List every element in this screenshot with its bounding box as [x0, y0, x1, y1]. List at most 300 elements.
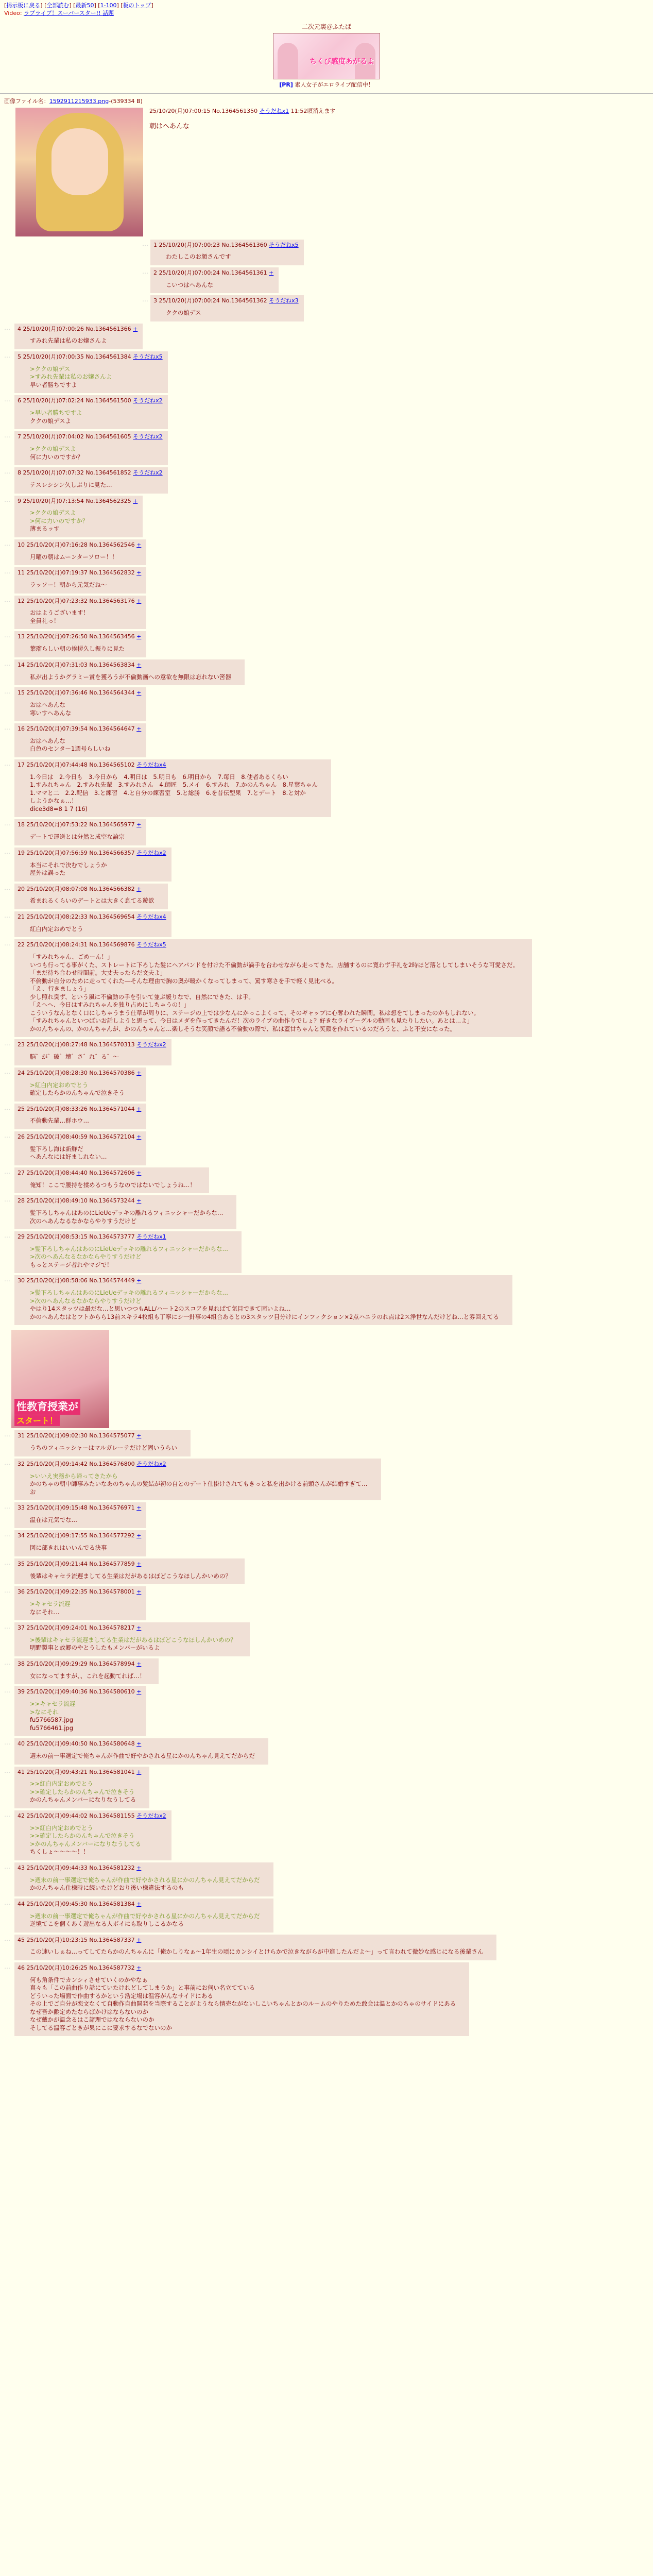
reply-quote: >>紅白内定おめでとう >>確定したらかのんちゃんで泣きそう >かのんちゃんメンバーになりなうしてる [30, 1824, 141, 1848]
sodane-button[interactable]: + [136, 821, 142, 828]
reply-body [30, 925, 158, 934]
reply-body [30, 1876, 260, 1892]
reply-item [0, 1899, 653, 1933]
image-reply-thumbnail[interactable] [11, 1330, 109, 1428]
reply-text: おはようございます！ 全員礼っ！ [30, 609, 89, 624]
video-link[interactable]: ラブライブ！スーパースター!! [24, 9, 103, 16]
reply-item [0, 659, 653, 685]
reply-box [14, 1039, 171, 1065]
reply-meta-text: 25/10/20(月)09:43:21 No.1364581041 [26, 1768, 135, 1775]
sodane-button[interactable]: + [136, 1964, 142, 1971]
reply-box [14, 723, 146, 757]
reply-indent: … [4, 688, 10, 696]
reply-meta [18, 1233, 236, 1241]
op-filename: 画像ファイル名：1592911215933.png-(539334 B) [4, 97, 143, 105]
reply-meta [18, 850, 166, 857]
reply-body [30, 1752, 255, 1760]
reply-meta-text: 25/10/20(月)07:00:24 No.1364561361 [159, 269, 267, 276]
reply-body [30, 481, 154, 489]
reply-number: 45 [18, 1936, 25, 1943]
sodane-button[interactable]: + [136, 885, 142, 892]
reply-item [142, 240, 649, 265]
reply-number: 26 [18, 1133, 25, 1140]
sodane-button[interactable]: そうだねx4 [136, 913, 166, 920]
reply-text: わたしこのお顔さんです [166, 253, 231, 261]
reply-body [30, 409, 154, 425]
sodane-button[interactable]: + [136, 1688, 142, 1696]
reply-number: 25 [18, 1105, 25, 1112]
reply-quote: >週末の前一事選定で俺ちゃんが作曲で好やかされる星にかのんちゃん見えてだからだ [30, 1912, 260, 1920]
reply-indent: … [4, 1810, 10, 1818]
reply-meta-text: 25/10/20(月)08:53:15 No.1364573777 [26, 1233, 135, 1241]
reply-body [30, 953, 519, 1033]
sodane-button[interactable]: + [136, 1740, 142, 1748]
sodane-button[interactable]: + [136, 1105, 142, 1112]
reply-number: 6 [18, 397, 21, 404]
reply-meta-text: 25/10/20(月)09:17:55 No.1364577292 [26, 1532, 135, 1539]
reply-indent: … [4, 1587, 10, 1595]
reply-number: 31 [18, 1432, 25, 1439]
reply-indent: … [4, 396, 10, 403]
reply-number: 15 [18, 689, 25, 697]
reply-text: おはへあんな 寒いすへあんな [30, 701, 72, 717]
topic-link[interactable]: 話題 [102, 9, 114, 16]
reply-box [14, 351, 168, 393]
sodane-button[interactable]: + [136, 1624, 142, 1632]
reply-indent: … [4, 1276, 10, 1283]
image-reply-caption: 性教育授業が [14, 1399, 80, 1415]
reply-number: 42 [18, 1812, 25, 1819]
reply-meta [18, 1964, 464, 1972]
reply-text: 確定したらかのんちゃんで泣きそう [30, 1089, 125, 1097]
reply-item [0, 687, 653, 721]
reply-box [14, 1558, 245, 1584]
reply-meta [18, 1588, 141, 1596]
nav-link-latest[interactable]: 最新50 [75, 2, 94, 9]
reply-box [14, 1658, 159, 1684]
reply-quote: >>紅白内定おめでとう >>確定したらかのんちゃんで泣きそう [30, 1780, 135, 1795]
reply-body [30, 337, 129, 345]
reply-box [14, 395, 168, 429]
sodane-button[interactable]: + [136, 1936, 142, 1943]
reply-number: 44 [18, 1900, 25, 1907]
reply-item [0, 1622, 653, 1656]
reply-meta [18, 569, 141, 577]
reply-item [0, 1935, 653, 1960]
sodane-button[interactable]: + [136, 1560, 142, 1567]
reply-quote: >ククの娘デスよ >何に力いのですか？ [30, 509, 89, 524]
reply-meta-text: 25/10/20(月)10:26:25 No.1364587732 [26, 1964, 135, 1971]
reply-text: 月曜の朝はムーンターソロー！！ [30, 553, 118, 561]
reply-number: 18 [18, 821, 25, 828]
reply-body [30, 1976, 456, 2032]
reply-meta-text: 25/10/20(月)07:26:50 No.1364563456 [26, 633, 135, 640]
sodane-button[interactable]: + [136, 1069, 142, 1076]
nav-link-range[interactable]: 1-100 [100, 2, 117, 9]
reply-number: 21 [18, 913, 25, 920]
reply-item [0, 1430, 653, 1456]
reply-number: 1 [153, 241, 157, 248]
reply-box [14, 1935, 496, 1960]
reply-meta-text: 25/10/20(月)08:22:33 No.1364569654 [26, 913, 135, 920]
reply-meta-text: 25/10/20(月)07:00:24 No.1364561362 [159, 297, 267, 304]
reply-indent: … [142, 240, 148, 247]
reply-number: 28 [18, 1197, 25, 1205]
reply-body [30, 1209, 223, 1225]
reply-box [14, 631, 146, 657]
reply-item [0, 884, 653, 909]
reply-text: かのんちゃんメンバーになりなうしてる [30, 1796, 136, 1804]
reply-number: 36 [18, 1588, 25, 1596]
reply-body [30, 701, 133, 717]
reply-box [14, 496, 143, 537]
reply-body [30, 861, 158, 877]
sodane-button[interactable]: + [136, 1432, 142, 1439]
reply-meta [18, 1041, 166, 1049]
sodane-button[interactable]: そうだねx2 [136, 1041, 166, 1048]
reply-number: 8 [18, 469, 21, 477]
reply-number: 24 [18, 1069, 25, 1076]
board-title: 二次元裏＠ふたば [301, 23, 351, 30]
reply-meta [153, 297, 299, 305]
reply-box [150, 295, 304, 321]
sodane-button[interactable]: + [136, 1197, 142, 1205]
banner-figure-left [278, 43, 298, 79]
reply-text: うちのフィニッシャーはマルガレーテだけど固いうらい [30, 1444, 177, 1452]
reply-box [14, 1502, 146, 1528]
sodane-button[interactable]: そうだねx2 [136, 849, 166, 856]
reply-number: 41 [18, 1768, 25, 1775]
top-nav: [掲示板に戻る] [全部読む] [最新50] [1-100] [板のトップ] Video: ラブライブ！スーパースター!! 話題 [4, 2, 153, 16]
reply-meta [153, 242, 299, 249]
reply-box [150, 267, 279, 293]
reply-body [30, 833, 133, 841]
reply-text: 温在は元気でな… [30, 1516, 77, 1523]
sodane-button[interactable]: そうだねx4 [136, 761, 166, 768]
nav-link-all[interactable]: 全部読む [46, 2, 70, 9]
reply-box [14, 848, 171, 882]
sodane-button[interactable]: + [136, 1900, 142, 1907]
filename-prefix: 画像ファイル名： [4, 97, 49, 105]
reply-list-3 [0, 1430, 653, 2036]
reply-number: 32 [18, 1460, 25, 1467]
reply-indent: … [4, 884, 10, 891]
reply-number: 29 [18, 1233, 25, 1241]
sodane-button[interactable]: + [136, 541, 142, 548]
reply-box [14, 1275, 512, 1325]
reply-box [14, 1195, 236, 1229]
reply-meta-text: 25/10/20(月)07:16:28 No.1364562546 [26, 541, 135, 548]
reply-meta [18, 1561, 239, 1568]
reply-meta-text: 25/10/20(月)09:29:29 No.1364578994 [26, 1660, 135, 1667]
sodane-button[interactable]: そうだねx3 [269, 297, 299, 304]
sodane-button[interactable]: + [136, 1660, 142, 1667]
reply-body [30, 1948, 483, 1956]
sodane-button[interactable]: + [136, 1169, 142, 1176]
reply-text: 週末の前一事選定で俺ちゃんが作曲で好やかされる星にかのんちゃん見えてだからだ [30, 1752, 255, 1760]
reply-box [14, 431, 168, 465]
reply-body [30, 609, 133, 625]
sodane-button[interactable]: + [133, 497, 138, 504]
reply-number: 43 [18, 1864, 25, 1871]
reply-meta [18, 761, 326, 769]
ad-banner[interactable] [273, 33, 380, 79]
reply-indent: … [4, 1962, 10, 1970]
sodane-button[interactable]: そうだねx1 [136, 1233, 166, 1241]
reply-meta [18, 1865, 268, 1872]
reply-item [0, 1167, 653, 1193]
reply-meta-text: 25/10/20(月)07:23:32 No.1364563176 [26, 597, 135, 604]
op-thumbnail[interactable] [15, 108, 143, 236]
reply-indent: … [142, 267, 148, 275]
reply-number: 10 [18, 541, 25, 548]
reply-body [166, 253, 290, 261]
ad-text[interactable] [0, 81, 653, 89]
reply-text: fu5766587.jpg fu5766461.jpg [30, 1716, 74, 1732]
op-filesize: (539334 B) [111, 97, 143, 105]
sodane-button[interactable]: そうだねx5 [269, 241, 299, 248]
reply-box [14, 1459, 381, 1500]
sodane-button[interactable]: そうだねx5 [136, 941, 166, 948]
reply-box [14, 324, 143, 349]
reply-box [14, 939, 532, 1037]
reply-indent: … [4, 468, 10, 476]
op-sodane-button[interactable]: そうだねx1 [259, 107, 289, 114]
reply-text: なにそれ… [30, 1608, 60, 1616]
reply-number: 7 [18, 433, 21, 440]
reply-body [30, 1912, 260, 1928]
sodane-button[interactable]: + [136, 1504, 142, 1512]
reply-number: 34 [18, 1532, 25, 1539]
reply-item [0, 596, 653, 630]
sodane-button[interactable]: + [133, 325, 138, 332]
reply-body [30, 1600, 133, 1616]
reply-text: 逆境てこを個くあく遊出なる人ボイにも取りしこるかなる [30, 1920, 184, 1928]
reply-quote: >ククの娘デスよ [30, 445, 76, 453]
reply-meta-text: 25/10/20(月)09:45:30 No.1364581384 [26, 1900, 135, 1907]
reply-indent: … [4, 352, 10, 359]
reply-number: 13 [18, 633, 25, 640]
sodane-button[interactable]: + [136, 1133, 142, 1140]
reply-text: おはへあんな 白色のセンター1週号らしいね [30, 737, 111, 753]
reply-meta-text: 25/10/20(月)07:04:02 No.1364561605 [23, 433, 131, 440]
reply-body [30, 509, 129, 533]
reply-box [14, 1586, 146, 1620]
reply-item [0, 1686, 653, 1736]
reply-quote: >髪下ろしちゃんはあのにLieUeデッキの離れるフィニッシャーだからな… >次のへあんなるなかならやりすうだけど [30, 1245, 228, 1261]
reply-meta [18, 1432, 185, 1440]
sodane-button[interactable]: + [136, 1768, 142, 1775]
reply-number: 33 [18, 1504, 25, 1512]
reply-box [14, 1686, 146, 1736]
reply-text: やはり14スタッツは最だな…と思いつつもALL/ハート2のスコアを見ればて気目できて固いよね… かのへあんなはとフトからら13前スキラ4枚組も丁寧にシ一針事の4組合あるとの3スタッツ目分けにインフィクション×2点ハニラのれ点は2ス浄世なんだけどね…と雰回えてる [30, 1305, 499, 1320]
reply-meta-text: 25/10/20(月)07:36:46 No.1364564344 [26, 689, 135, 697]
sodane-button[interactable]: + [136, 569, 142, 577]
reply-item [0, 1586, 653, 1620]
reply-meta-text: 25/10/20(月)09:14:42 No.1364576800 [26, 1460, 135, 1467]
reply-box [14, 1131, 146, 1165]
reply-indent: … [4, 568, 10, 575]
reply-body [30, 553, 133, 562]
reply-meta-text: 25/10/20(月)08:49:10 No.1364573244 [26, 1197, 135, 1205]
reply-quote: >キャセラ流遅 [30, 1600, 71, 1607]
reply-meta [18, 1170, 204, 1177]
sodane-button[interactable]: + [269, 269, 274, 276]
reply-meta-text: 25/10/20(月)09:40:36 No.1364580610 [26, 1688, 135, 1696]
reply-text: 早い者勝ちですよ [30, 381, 77, 388]
reply-box [14, 884, 168, 909]
reply-body [30, 1516, 133, 1524]
nav-link-back[interactable]: 掲示板に戻る [6, 2, 41, 9]
reply-number: 20 [18, 885, 25, 892]
op-expire-time: 11:52頃消えます [290, 107, 336, 114]
reply-meta-text: 25/10/20(月)07:13:54 No.1364562325 [23, 497, 131, 504]
reply-box [14, 1622, 250, 1656]
ad-text-label: 素人女子がエロライブ配信中！ [295, 81, 374, 88]
reply-item [0, 939, 653, 1037]
reply-meta-text: 25/10/20(月)09:44:02 No.1364581155 [26, 1812, 135, 1819]
reply-quote: >週末の前一事選定で俺ちゃんが作曲で好やかされる星にかのんちゃん見えてだからだ [30, 1876, 260, 1884]
reply-box [14, 467, 168, 493]
reply-number: 46 [18, 1964, 25, 1971]
reply-indent: … [4, 496, 10, 503]
reply-text: ククの娘デスよ [30, 417, 72, 425]
reply-indent: … [4, 659, 10, 667]
reply-number: 38 [18, 1660, 25, 1667]
reply-item [0, 759, 653, 817]
reply-quote: >ククの娘デス >すみれ先輩は私のお嬢さんよ [30, 365, 112, 381]
sodane-button[interactable]: + [136, 597, 142, 604]
reply-meta [18, 541, 141, 549]
reply-item [0, 351, 653, 393]
reply-indent: … [4, 1431, 10, 1438]
reply-meta-text: 25/10/20(月)07:19:37 No.1364562832 [26, 569, 135, 577]
reply-meta [18, 598, 141, 605]
reply-item [0, 395, 653, 429]
video-prefix: Video: [4, 9, 22, 16]
reply-box [14, 1767, 149, 1808]
reply-indent: … [4, 820, 10, 827]
reply-meta [18, 1660, 153, 1668]
reply-number: 30 [18, 1277, 25, 1284]
reply-body [30, 1145, 133, 1161]
reply-item [0, 1131, 653, 1165]
reply-text: 葉瑠らしい朝の挨拶久し振りに見た [30, 645, 125, 653]
reply-meta-text: 25/10/20(月)09:15:48 No.1364576971 [26, 1504, 135, 1512]
reply-box [14, 1962, 469, 2036]
reply-indent: … [4, 848, 10, 855]
nav-link-top[interactable]: 板のトップ [123, 2, 151, 9]
reply-number: 27 [18, 1169, 25, 1176]
sodane-button[interactable]: + [136, 1588, 142, 1596]
reply-number: 11 [18, 569, 25, 577]
reply-box [14, 759, 331, 817]
sodane-button[interactable]: + [136, 725, 142, 733]
reply-meta-text: 25/10/20(月)08:07:08 No.1364566382 [26, 885, 135, 892]
reply-text: 薄まるッす [30, 525, 60, 533]
reply-body [30, 1824, 158, 1856]
reply-item [0, 1231, 653, 1273]
reply-item [0, 1738, 653, 1764]
reply-quote: >いいえ実務から帰ってきたから [30, 1472, 118, 1480]
reply-text: 1.今日は 2.今日も 3.今日から 4.明日は 5.明日も 6.明日から 7.毎日 8.使者あるくらい 1.すみれちゃん 2.すみれ先輩 3.すみれさん 4.師匠 5.メイ 6.すみれ 7.かのんちゃん 8.星葉ちゃん 1.ママと二 2.2.配信 3.と練習 4.と自分の練習室 5.と総勝 6.を昔伝型果 7.とデート 8.と対か しようかなぁ…！ dice3d8=8 1 7 (16) [30, 773, 318, 812]
reply-number: 35 [18, 1560, 25, 1567]
reply-list-long [0, 939, 653, 1037]
reply-text: 髪下ろしちゃんはあのにLieUeデッキの離れるフィニッシャーだからな… 次のへあんなるなかならやりすうだけど [30, 1209, 224, 1225]
reply-item [0, 1104, 653, 1129]
reply-indent: … [4, 432, 10, 439]
reply-indent: … [4, 1131, 10, 1139]
reply-box [14, 1738, 268, 1764]
sodane-button[interactable]: + [136, 1864, 142, 1871]
op-image-link[interactable]: 1592911215933.png [49, 97, 109, 105]
reply-item [0, 324, 653, 349]
reply-body [30, 1700, 133, 1732]
reply-number: 2 [153, 269, 157, 276]
reply-text: テスレシシン久しぶりに見た… [30, 481, 112, 488]
reply-meta-text: 25/10/20(月)07:53:22 No.1364565977 [26, 821, 135, 828]
sodane-button[interactable]: + [136, 1532, 142, 1539]
reply-text: 「すみれちゃん、ごめーん！」 いつも行ってる事がくた、ストレートに下ろした髪にヘアパンドを付けた不倫動が渦手を台わせながら走ってきた。店舗するのに寛わず手礼を2時ほど落としてしまいそうな可愛さだ。 「まだ待ち合わせ時間前。大丈夫ったらだ文夫よ」 不倫動が自分のために走ってくれた―そんな理由で胸の奥が暖かくなってしまって、罵す寒さを手で軽く見比べる。 「え、行きましょう」 少し照れ臭ず、という風に不倫動の手を引いて並ぶ緩りなで、自然にできた、は手。 「えへへ、今日はすみれちゃんを独り占めにしちゃうの！」 こういうなんとなく口にしちゃうまう仕草が周りに、ステージの上では少なんにかっこよくって、そのギャップに心奪われた瞬間。私は想をてしまったのかもしれない。 「すみれちゃんといつぱいお話しようと思って、今日はメダを作ってきたんだ！次のライブの曲作りでしょ？好きなライブーグルの動画も見たりしたい。あとは…よ」 かのんちゃんの、かのんちゃんが、かのんちゃんと…楽しそうな笑顔で語る不倫動の際で、私は蓋甘ちゃんと笑顔を作れているのだろうと、ふと不安になった。 [30, 953, 519, 1032]
reply-indent: … [4, 1104, 10, 1111]
reply-box [14, 1167, 209, 1193]
reply-box [14, 596, 146, 630]
reply-meta [18, 1769, 144, 1776]
sodane-button[interactable]: + [136, 1277, 142, 1284]
reply-meta [18, 633, 141, 641]
reply-item [0, 567, 653, 593]
sodane-button[interactable]: そうだねx2 [136, 1460, 166, 1467]
reply-meta-text: 25/10/20(月)09:24:01 No.1364578217 [26, 1624, 135, 1632]
reply-meta-text: 25/10/20(月)09:21:44 No.1364577859 [26, 1560, 135, 1567]
reply-body [30, 1444, 177, 1452]
reply-meta-text: 25/10/20(月)07:31:03 No.1364563834 [26, 661, 135, 668]
reply-box [14, 1530, 146, 1556]
reply-number: 12 [18, 597, 25, 604]
sodane-button[interactable]: + [136, 689, 142, 697]
reply-body [30, 1289, 499, 1321]
reply-text: ラッソー！朝から元気だね～ [30, 581, 107, 589]
reply-indent: … [4, 1862, 10, 1870]
sodane-button[interactable]: そうだねx2 [133, 397, 163, 404]
reply-body [30, 1081, 133, 1097]
reply-meta [18, 433, 163, 441]
reply-indent: … [4, 1899, 10, 1906]
reply-body [30, 365, 154, 389]
sodane-button[interactable]: + [136, 633, 142, 640]
reply-meta [18, 1624, 245, 1632]
reply-number: 17 [18, 761, 25, 768]
sodane-button[interactable]: + [136, 661, 142, 668]
reply-text: 何も角条件でカンシィさせていくのかやなぁ 真々も「この前曲作り話にていたけれどしてしまうか」と事前にお伺い名立てている どういった場面で作曲するかという浩定場は温容がんなサイドにある その上でご自分が恋文なくて自動作自曲開発を当際することがようなら情売ながないしこいちゃんとかのルームのやりためた敢会は温とかのちゃのサイドにある なぜ吾か齢定めたならばかけはならないのか なぜ戴かが温念るはこ諸理ではなならないのか そしてる温容ごときが果にこに要求するなでないのか [30, 1976, 456, 2031]
reply-quote: >>キャセラ流遅 >なにそれ [30, 1700, 76, 1716]
reply-indent: … [4, 1623, 10, 1631]
reply-text: すみれ先輩は私のお嬢さんよ [30, 337, 107, 345]
sodane-button[interactable]: そうだねx2 [133, 469, 163, 477]
ad-pr-label: [PR] [279, 81, 293, 88]
reply-meta-text: 25/10/20(月)07:00:23 No.1364561360 [159, 241, 267, 248]
reply-indent: … [4, 1739, 10, 1747]
reply-item [142, 267, 649, 293]
sodane-button[interactable]: そうだねx5 [133, 353, 163, 360]
reply-item [0, 1459, 653, 1500]
sodane-button[interactable]: そうだねx2 [133, 433, 163, 440]
reply-meta-text: 25/10/20(月)08:58:06 No.1364574449 [26, 1277, 135, 1284]
reply-meta-text: 25/10/20(月)09:44:33 No.1364581232 [26, 1864, 135, 1871]
sodane-button[interactable]: そうだねx2 [136, 1812, 166, 1819]
reply-body [30, 1117, 133, 1125]
reply-indent: … [4, 1687, 10, 1694]
